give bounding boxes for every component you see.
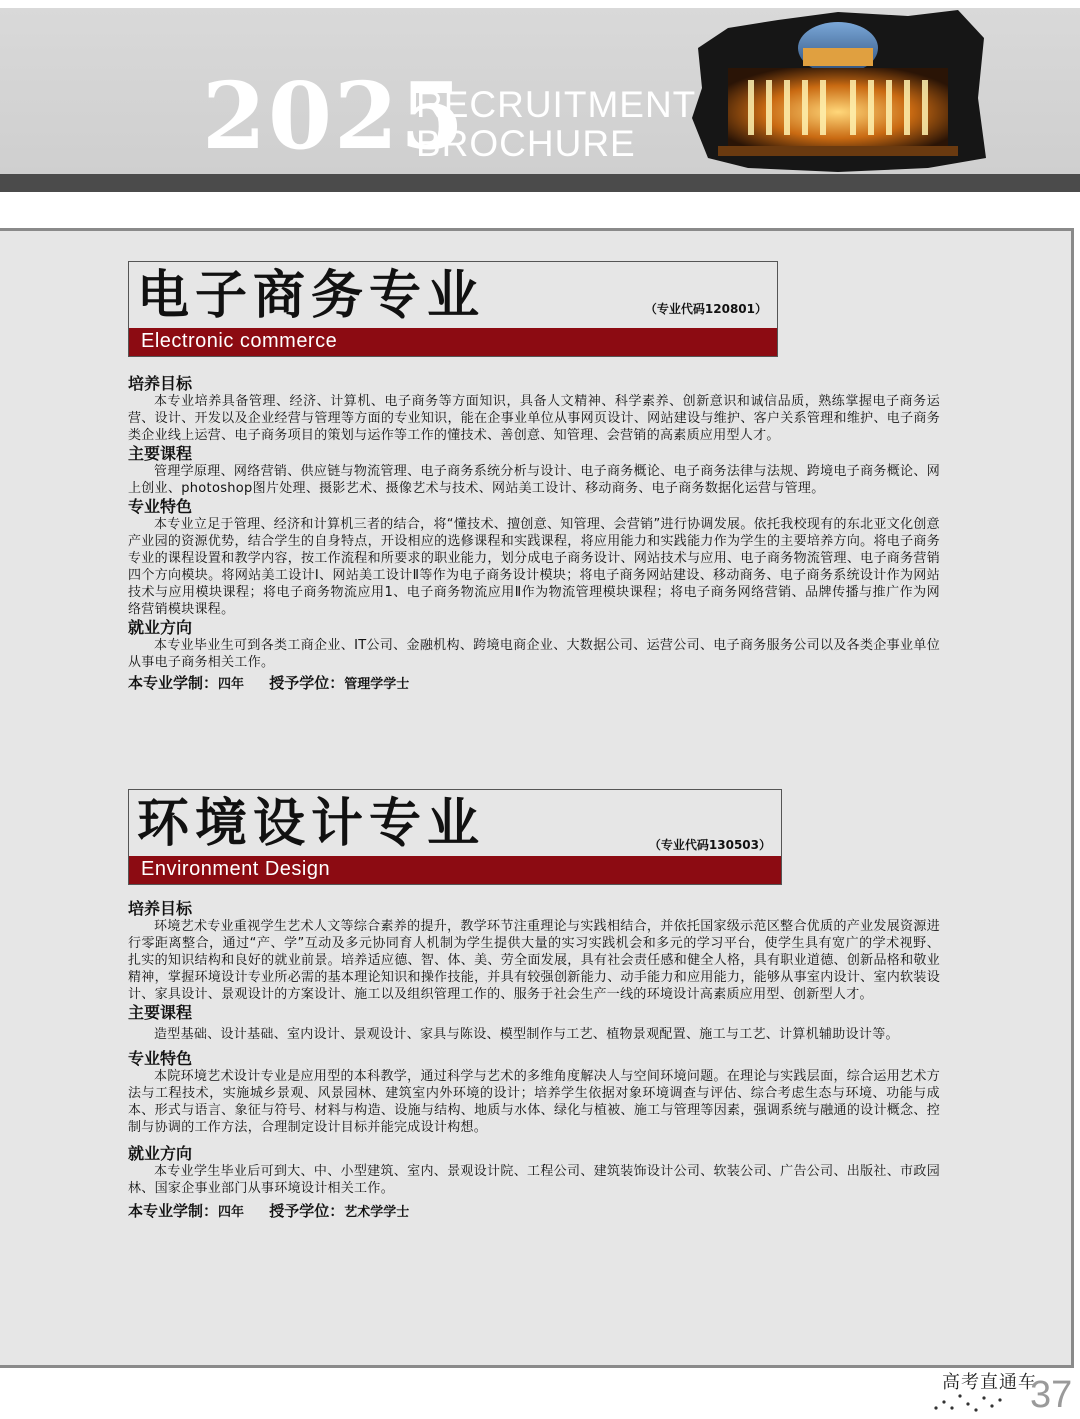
major-meta [128, 673, 940, 695]
page-number: 37 [1030, 1374, 1073, 1416]
major-title-en: Environment Design [141, 858, 331, 880]
header-brochure: BROCHURE [416, 122, 636, 164]
section-heading-goal: 培养目标 [128, 899, 193, 918]
section-body-courses: 造型基础、设计基础、室内设计、景观设计、家具与陈设、模型制作与工艺、植物景观配置、施工与工艺、计算机辅助设计等。 [154, 1027, 899, 1042]
watermark-dots-icon [930, 1388, 1010, 1414]
section-body-features: 本院环境艺术设计专业是应用型的本科教学，通过科学与艺术的多维角度解决人与空间环境问题。在理论与实践层面，综合运用艺术方法与工程技术，实施城乡景观、风景园林、建筑室内外环境的设计；培养学生依据对象环境调查与评估、综合考虑生态与环境、功能与成本、形式与语言、象征与符号、材料与构造、设施与结构、地质与水体、绿化与植被、施工与管理等因素，强调系统与融通的设计概念、控制与协调的工作方法，合理制定设计目标并能完成设计构想。 [128, 1069, 940, 1135]
section-body-goal: 本专业培养具备管理、经济、计算机、电子商务等方面知识，具备人文精神、科学素养、创新意识和诚信品质，熟练掌握电子商务运营、设计、开发以及企业经营与管理等方面的专业知识，能在企事业单位从事网页设计、网站建设与维护、客户关系管理和维护、电子商务类企业线上运营、电子商务项目的策划与运作等工作的懂技术、善创意、知管理、会营销的高素质应用型人才。 [128, 394, 940, 443]
major-code: （专业代码130503） [648, 838, 771, 852]
duration-value: 四年 [218, 1205, 245, 1220]
section-heading-features: 专业特色 [128, 1049, 193, 1068]
major-title-cn: 电子商务专业 [137, 266, 486, 326]
major-sections [128, 899, 940, 1223]
section-body-features: 本专业立足于管理、经济和计算机三者的结合，将“懂技术、擅创意、知管理、会营销”进行协调发展。依托我校现有的东北亚文化创意产业园的资源优势，结合学生的自身特点，开设相应的选修课程和实践课程，将应用能力和实践能力作为学生的主要培养方向。将电子商务专业的课程设置和教学内容，按工作流程和所要求的职业能力，划分成电子商务设计、网站技术与应用、电子商务物流管理、电子商务营销四个方向模块。将网站美工设计Ⅰ、网站美工设计Ⅱ等作为电子商务设计模块；将电子商务网站建设、移动商务、电子商务系统设计作为网站技术与应用模块课程；将电子商务物流应用1、电子商务物流应用Ⅱ作为物流管理模块课程；将电子商务网络营销、品牌传播与推广作为网络营销模块课程。 [128, 517, 940, 617]
degree-value: 艺术学学士 [344, 1205, 410, 1220]
major-title-cn: 环境设计专业 [137, 794, 486, 854]
major-title-en-bar [129, 856, 781, 884]
degree-label: 授予学位： [269, 674, 345, 692]
section-heading-courses: 主要课程 [128, 444, 193, 463]
section-body-careers: 本专业学生毕业后可到大、中、小型建筑、室内、景观设计院、工程公司、建筑装饰设计公司、软装公司、广告公司、出版社、市政园林、国家企事业部门从事环境设计相关工作。 [128, 1164, 940, 1196]
building-night-photo [688, 8, 988, 174]
section-body-goal: 环境艺术专业重视学生艺术人文等综合素养的提升，教学环节注重理论与实践相结合，并依托国家级示范区整合优质的产业发展资源进行零距离整合，通过“产、学”互动及多元协同育人机制为学生提供大量的实习实践机会和多元的学习平台，使学生具有宽广的学术视野、扎实的知识结构和良好的就业前景。培养适应德、智、体、美、劳全面发展，具有社会责任感和健全人格，具有职业道德、创新品格和敬业精神，掌握环境设计专业所必需的基本理论知识和操作技能，并具有较强创新能力、动手能力和应用能力，能够从事室内设计、室内软装设计、家具设计、景观设计的方案设计、施工以及组织管理工作的、服务于社会生产一线的环境设计高素质应用型、创新型人才。 [128, 919, 940, 1002]
section-heading-courses: 主要课程 [128, 1003, 193, 1022]
watermark-text: 高考直通车 [942, 1372, 1037, 1393]
duration-label: 本专业学制： [128, 674, 219, 692]
degree-label: 授予学位： [269, 1202, 345, 1220]
duration-label: 本专业学制： [128, 1202, 219, 1220]
section-heading-careers: 就业方向 [128, 618, 193, 637]
major-title-en-bar [129, 328, 777, 356]
section-heading-goal: 培养目标 [128, 374, 193, 393]
major-title-box [128, 789, 782, 885]
header-recruitment: RECRUITMENT [416, 84, 697, 125]
major-title-en: Electronic commerce [141, 330, 338, 352]
header-recruitment-brochure [416, 86, 696, 164]
major-title-box [128, 261, 778, 357]
section-body-courses: 管理学原理、网络营销、供应链与物流管理、电子商务系统分析与设计、电子商务概论、电子商务法律与法规、跨境电子商务概论、网上创业、photoshop图片处理、摄影艺术、摄像艺术与技术、网站美工设计、移动商务、电子商务数据化运营与管理。 [128, 464, 940, 496]
header-rule [0, 174, 1080, 192]
major-meta [128, 1201, 940, 1223]
major-code: （专业代码120801） [644, 302, 767, 316]
brochure-header [0, 0, 1080, 200]
duration-value: 四年 [218, 677, 245, 692]
section-heading-careers: 就业方向 [128, 1144, 193, 1163]
section-body-careers: 本专业毕业生可到各类工商企业、IT公司、金融机构、跨境电商企业、大数据公司、运营公司、电子商务服务公司以及各类企事业单位从事电子商务相关工作。 [128, 638, 940, 670]
degree-value: 管理学学士 [344, 677, 410, 692]
major-ecommerce [128, 261, 940, 695]
section-heading-features: 专业特色 [128, 497, 193, 516]
major-environment-design [128, 789, 940, 1223]
major-sections [128, 374, 940, 695]
header-year: 2025 [202, 62, 467, 170]
